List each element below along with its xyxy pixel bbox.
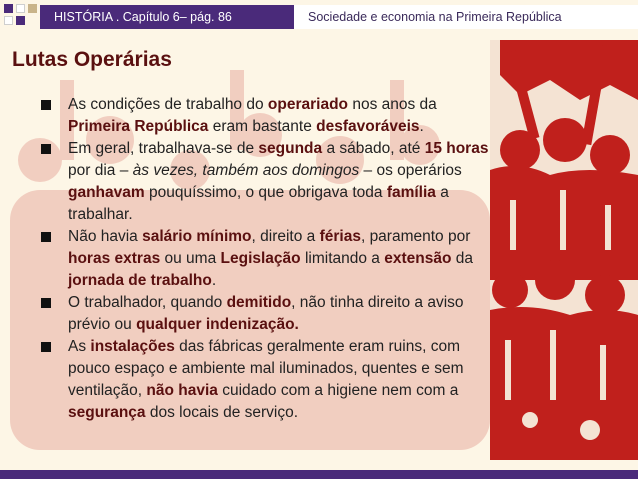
footer-bar — [0, 470, 638, 479]
text: As — [68, 338, 91, 355]
text: Em geral, trabalhava-se de — [68, 140, 259, 157]
text: a sábado, até — [322, 140, 425, 157]
bold-text: férias — [319, 228, 361, 245]
text: dos locais de serviço. — [145, 404, 299, 421]
text: O trabalhador, quando — [68, 294, 227, 311]
bullet-item — [40, 94, 500, 138]
square-bullet-icon — [41, 342, 51, 352]
protest-illustration — [490, 40, 638, 460]
text: a trabalhar. — [68, 184, 449, 223]
bold-text: 15 horas — [424, 140, 489, 157]
text: cuidado com a higiene nem com a — [217, 382, 459, 399]
text: , direito a — [251, 228, 320, 245]
square-bullet-icon — [41, 232, 51, 242]
text: por dia – — [68, 162, 133, 179]
bullet-item — [40, 336, 500, 424]
text: . — [211, 272, 217, 289]
bold-text: instalações — [90, 338, 175, 355]
text: da — [451, 250, 473, 267]
text: eram bastante — [208, 118, 317, 135]
bold-text: operariado — [267, 96, 349, 113]
bullet-item — [40, 226, 500, 292]
bold-text: extensão — [384, 250, 452, 267]
slide-title: Lutas Operárias — [12, 48, 172, 71]
bold-text: demitido — [226, 294, 292, 311]
text: Não havia — [68, 228, 143, 245]
header-bar — [40, 5, 638, 29]
square-bullet-icon — [41, 100, 51, 110]
bold-text: horas extras — [68, 250, 161, 267]
bold-text: jornada de trabalho — [68, 272, 212, 289]
bold-text: família — [386, 184, 436, 201]
header-chapter: HISTÓRIA . Capítulo 6– pág. 86 — [40, 5, 294, 29]
bullet-item — [40, 292, 500, 336]
bold-text: ganhavam — [68, 184, 145, 201]
bold-text: não havia — [146, 382, 218, 399]
bold-text: qualquer indenização. — [136, 316, 299, 333]
bold-text: Primeira República — [68, 118, 209, 135]
text: nos anos da — [348, 96, 437, 113]
bullet-list — [40, 94, 500, 424]
bold-text: desfavoráveis — [316, 118, 420, 135]
text: , paramento por — [360, 228, 471, 245]
text: As condições de trabalho do — [68, 96, 268, 113]
text: das fábricas geralmente eram ruins, com pouco espaço e ambiente mal iluminados, quentes e sem ventilação, — [68, 338, 464, 399]
bold-text: segunda — [258, 140, 323, 157]
bold-text: segurança — [68, 404, 146, 421]
text: . — [419, 118, 424, 135]
square-bullet-icon — [41, 144, 51, 154]
text: – os operários — [359, 162, 462, 179]
text: pouquíssimo, o que obrigava toda — [144, 184, 387, 201]
text: , não tinha direito a aviso prévio ou — [68, 294, 464, 333]
text: limitando a — [300, 250, 385, 267]
italic-text: às vezes, também aos domingos — [132, 162, 360, 179]
text: ou uma — [160, 250, 221, 267]
bullet-item — [40, 138, 500, 226]
bold-text: Legislação — [220, 250, 301, 267]
header-topic: Sociedade e economia na Primeira República — [294, 5, 638, 29]
square-bullet-icon — [41, 298, 51, 308]
header-decoration — [0, 0, 40, 32]
bold-text: salário mínimo — [142, 228, 252, 245]
